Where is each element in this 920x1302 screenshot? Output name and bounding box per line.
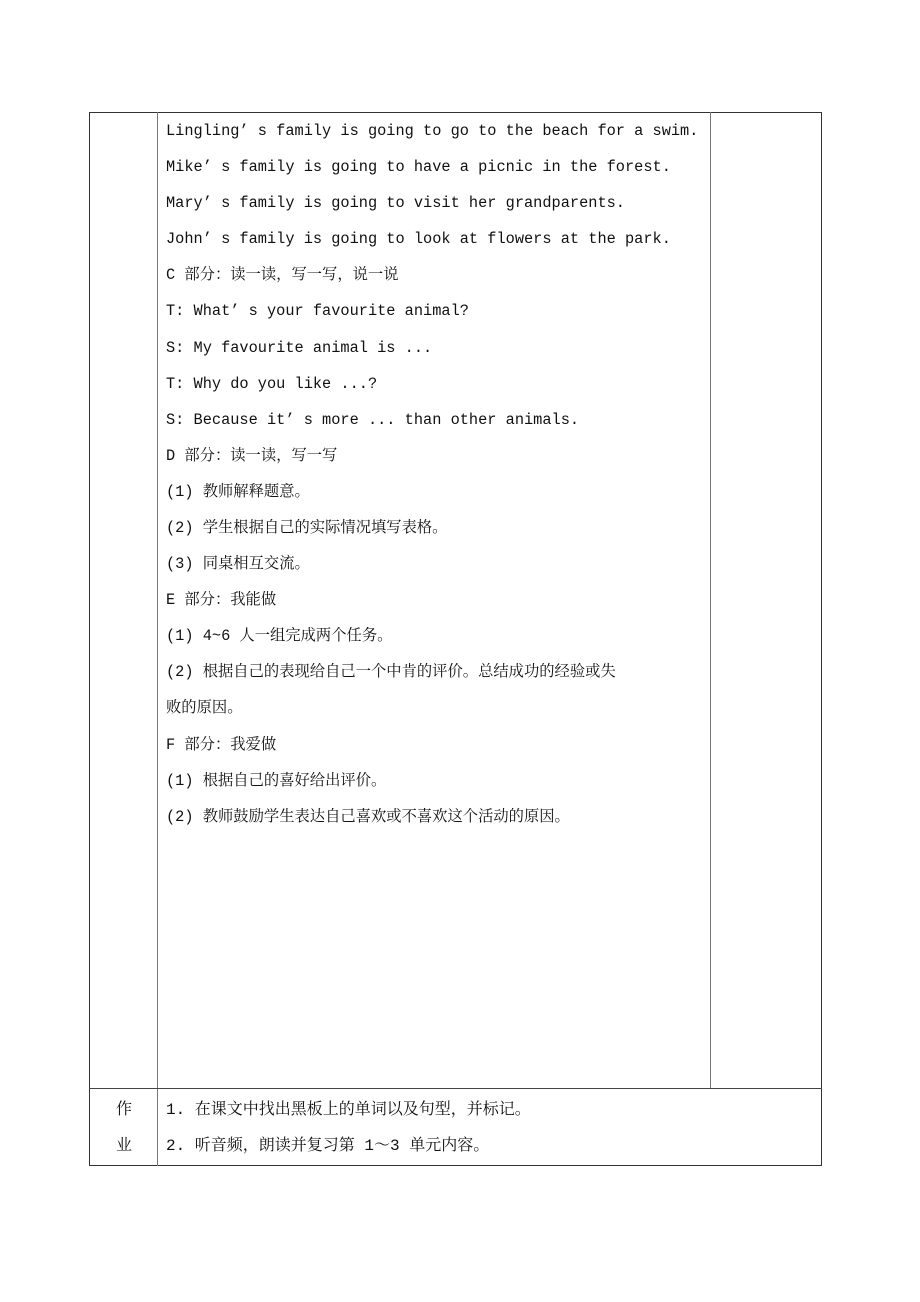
column-divider-right [710,112,711,1088]
content-line: T: Why do you like ...? [166,375,378,393]
content-line: Mike’ s family is going to have a picnic in the forest. [166,158,671,176]
content-line: Lingling’ s family is going to go to the beach for a swim. [166,122,699,140]
content-line: (2) 根据自己的表现给自己一个中肯的评价。总结成功的经验或失 [166,663,616,681]
content-line: (1) 教师解释题意。 [166,483,310,501]
content-line: Mary’ s family is going to visit her grandparents. [166,194,625,212]
homework-label-1: 作 [116,1101,133,1119]
homework-item-1: 1. 在课文中找出黑板上的单词以及句型，并标记。 [166,1101,531,1119]
content-line: S: My favourite animal is ... [166,339,433,357]
content-line: F 部分：我爱做 [166,736,277,754]
content-line: (2) 学生根据自己的实际情况填写表格。 [166,519,448,537]
content-line: John’ s family is going to look at flowers at the park. [166,230,671,248]
content-line: T: What’ s your favourite animal? [166,302,469,320]
column-divider-left [157,112,158,1166]
content-line: E 部分：我能做 [166,591,277,609]
content-line: C 部分：读一读，写一写，说一说 [166,266,399,284]
content-line: S: Because it’ s more ... than other animals. [166,411,580,429]
content-line: (2) 教师鼓励学生表达自己喜欢或不喜欢这个活动的原因。 [166,808,570,826]
homework-label-2: 业 [116,1137,133,1155]
homework-item-2: 2. 听音频，朗读并复习第 1～3 单元内容。 [166,1137,490,1155]
content-line: (3) 同桌相互交流。 [166,555,310,573]
content-line: (1) 4~6 人一组完成两个任务。 [166,627,393,645]
row-divider [89,1088,822,1089]
content-line: (1) 根据自己的喜好给出评价。 [166,772,387,790]
content-line: D 部分：读一读，写一写 [166,447,338,465]
content-line: 败的原因。 [166,699,243,717]
